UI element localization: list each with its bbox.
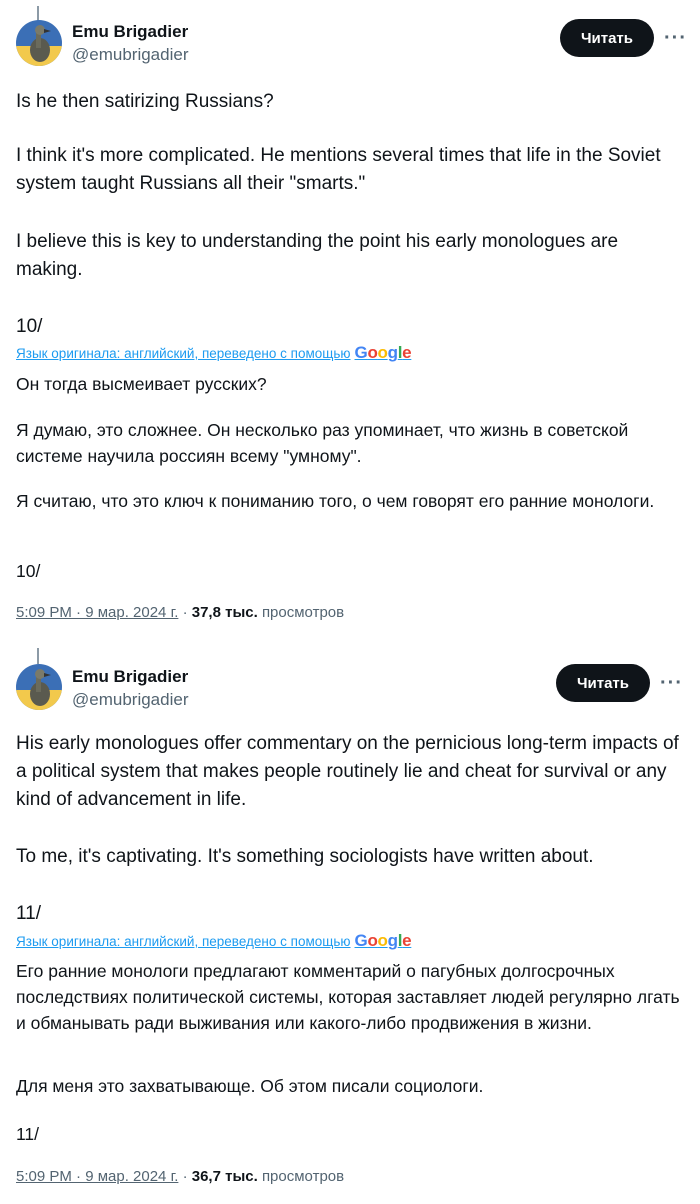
- avatar[interactable]: [16, 20, 62, 66]
- timestamp-link[interactable]: 5:09 PM · 9 мар. 2024 г.: [16, 1168, 179, 1185]
- tweet-text-paragraph: His early monologues offer commentary on the pernicious long-term impacts of a political system that makes people routinely lie and cheat for survival or any kind of advancement in life.: [16, 733, 679, 810]
- tweet-text-paragraph: I think it's more complicated. He mentions several times that life in the Soviet system taught Russians all their "smarts.": [16, 145, 661, 194]
- translated-paragraph: 11/: [16, 1124, 40, 1144]
- tweet-meta: [16, 1168, 344, 1185]
- tweet-text-paragraph: I believe this is key to understanding the point his early monologues are making.: [16, 231, 619, 280]
- read-button[interactable]: Читать: [560, 19, 654, 57]
- tweet-text-paragraph: 11/: [16, 903, 42, 924]
- timestamp-link[interactable]: 5:09 PM · 9 мар. 2024 г.: [16, 604, 179, 621]
- translated-paragraph: 10/: [16, 561, 41, 581]
- thread-connector: [37, 648, 39, 664]
- tweet-text-paragraph: Is he then satirizing Russians?: [16, 91, 274, 112]
- translation-note: Язык оригинала: английский, переведено с помощью: [16, 933, 351, 949]
- tweet-meta: [16, 604, 344, 621]
- meta-separator: ·: [182, 604, 192, 621]
- avatar[interactable]: [16, 664, 62, 710]
- views-label: просмотров: [261, 1168, 345, 1185]
- translated-paragraph: Я думаю, это сложнее. Он несколько раз упоминает, что жизнь в советской системе научила россиян всему "умному".: [16, 420, 629, 466]
- views-label: просмотров: [261, 604, 345, 621]
- translated-paragraph: Он тогда высмеивает русских?: [16, 374, 267, 394]
- translated-paragraph: Его ранние монологи предлагают комментарий о пагубных долгосрочных последствиях политической системы, которая заставляет людей регулярно лгать и обманывать ради выживания или какого-либо продвижения в жизни.: [16, 961, 680, 1033]
- translated-paragraph: Я считаю, что это ключ к пониманию того, о чем говорят его ранние монологи.: [16, 491, 655, 511]
- read-button[interactable]: Читать: [556, 664, 650, 702]
- meta-separator: ·: [182, 1168, 192, 1185]
- tweet-2[interactable]: [0, 640, 700, 1200]
- google-logo: Google: [354, 931, 412, 950]
- author-name[interactable]: Emu Brigadier: [72, 22, 189, 41]
- author-handle[interactable]: @emubrigadier: [72, 45, 189, 64]
- author-handle[interactable]: @emubrigadier: [72, 690, 189, 709]
- view-count[interactable]: 37,8 тыс.: [191, 604, 258, 621]
- tweet-text-paragraph: 10/: [16, 316, 43, 337]
- translated-paragraph: Для меня это захватывающе. Об этом писали социологи.: [16, 1076, 484, 1096]
- translation-note: Язык оригинала: английский, переведено с помощью: [16, 345, 351, 361]
- tweet-text-paragraph: To me, it's captivating. It's something sociologists have written about.: [16, 846, 594, 867]
- translation-attribution-link[interactable]: [16, 343, 411, 363]
- more-options-icon[interactable]: ···: [664, 27, 687, 49]
- view-count[interactable]: 36,7 тыс.: [191, 1168, 258, 1185]
- translation-attribution-link[interactable]: [16, 931, 411, 951]
- google-logo: Google: [354, 343, 412, 362]
- author-name[interactable]: Emu Brigadier: [72, 667, 189, 686]
- more-options-icon[interactable]: ···: [660, 672, 683, 694]
